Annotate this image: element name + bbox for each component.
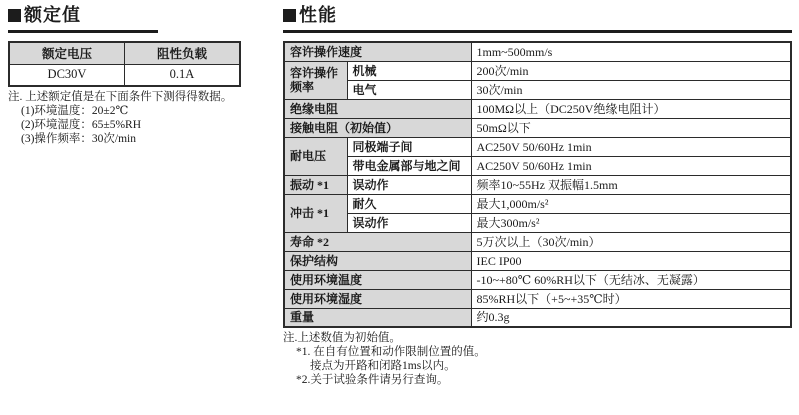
spec-label: 容许操作频率 (284, 61, 347, 99)
table-row (284, 156, 791, 175)
table-row (284, 61, 791, 80)
rated-heading (8, 5, 158, 33)
spec-sublabel: 误动作 (347, 213, 471, 232)
spec-value: 50mΩ以下 (471, 118, 791, 137)
performance-note-line: *2.关于试验条件请另行查询。 (296, 374, 449, 386)
performance-note-line: 接点为开路和闭路1ms以内。 (310, 360, 456, 372)
rated-load-value: 0.1A (125, 64, 241, 86)
spec-value: 最大1,000m/s² (471, 194, 791, 213)
table-row (284, 289, 791, 308)
table-row (284, 270, 791, 289)
spec-sublabel: 电气 (347, 80, 471, 99)
rated-value-row (9, 64, 240, 86)
table-row (284, 99, 791, 118)
rated-title: 额定值 (24, 5, 81, 25)
spec-value: 1mm~500mm/s (471, 42, 791, 61)
spec-value: 最大300m/s² (471, 213, 791, 232)
performance-note-line: 注.上述数值为初始值。 (283, 332, 401, 344)
spec-value: 85%RH以下（+5~+35℃时） (471, 289, 791, 308)
performance-table (283, 41, 792, 328)
spec-label: 振动 *1 (284, 175, 347, 194)
spec-label: 重量 (284, 308, 471, 327)
performance-section (283, 5, 792, 387)
section-marker-icon (283, 9, 296, 22)
performance-heading (283, 5, 792, 33)
performance-note-line: *1. 在自有位置和动作限制位置的值。 (296, 346, 486, 358)
table-row (284, 175, 791, 194)
spec-label: 使用环境温度 (284, 270, 471, 289)
spec-label: 冲击 *1 (284, 194, 347, 232)
spec-label: 使用环境湿度 (284, 289, 471, 308)
spec-value: 30次/min (471, 80, 791, 99)
table-row (284, 42, 791, 61)
rated-note-line: (3)操作频率：30次/min (21, 133, 136, 145)
table-row (284, 308, 791, 327)
spec-value: -10~+80℃ 60%RH以下（无结冰、无凝露） (471, 270, 791, 289)
rated-table (8, 41, 241, 87)
spec-value: 频率10~55Hz 双振幅1.5mm (471, 175, 791, 194)
spec-value: IEC IP00 (471, 251, 791, 270)
rated-voltage-value: DC30V (9, 64, 125, 86)
spec-label: 寿命 *2 (284, 232, 471, 251)
spec-sublabel: 误动作 (347, 175, 471, 194)
rated-header-row (9, 42, 240, 64)
rated-note-line: (2)环境湿度：65±5%RH (21, 119, 142, 131)
rated-note-line: (1)环境温度：20±2℃ (21, 105, 129, 117)
spec-value: AC250V 50/60Hz 1min (471, 156, 791, 175)
table-row (284, 118, 791, 137)
rated-col-load: 阻性负载 (125, 42, 241, 64)
spec-sublabel: 耐久 (347, 194, 471, 213)
rated-section (8, 5, 283, 387)
spec-sublabel: 机械 (347, 61, 471, 80)
spec-label: 耐电压 (284, 137, 347, 175)
rated-note-line: 注. 上述额定值是在下面条件下测得得数据。 (8, 91, 233, 103)
spec-label: 保护结构 (284, 251, 471, 270)
table-row (284, 80, 791, 99)
performance-notes (283, 331, 792, 387)
spec-sublabel: 同极端子间 (347, 137, 471, 156)
rated-col-voltage: 额定电压 (9, 42, 125, 64)
section-marker-icon (8, 9, 21, 22)
spec-value: 约0.3g (471, 308, 791, 327)
spec-sublabel: 带电金属部与地之间 (347, 156, 471, 175)
spec-label: 接触电阻（初始值） (284, 118, 471, 137)
table-row (284, 232, 791, 251)
spec-value: AC250V 50/60Hz 1min (471, 137, 791, 156)
spec-value: 200次/min (471, 61, 791, 80)
spec-value: 100MΩ以上（DC250V绝缘电阻计） (471, 99, 791, 118)
table-row (284, 137, 791, 156)
spec-label: 容许操作速度 (284, 42, 471, 61)
spec-label: 绝缘电阻 (284, 99, 471, 118)
rated-notes (8, 90, 283, 146)
performance-title: 性能 (299, 5, 337, 25)
table-row (284, 194, 791, 213)
spec-value: 5万次以上（30次/min） (471, 232, 791, 251)
table-row (284, 213, 791, 232)
table-row (284, 251, 791, 270)
